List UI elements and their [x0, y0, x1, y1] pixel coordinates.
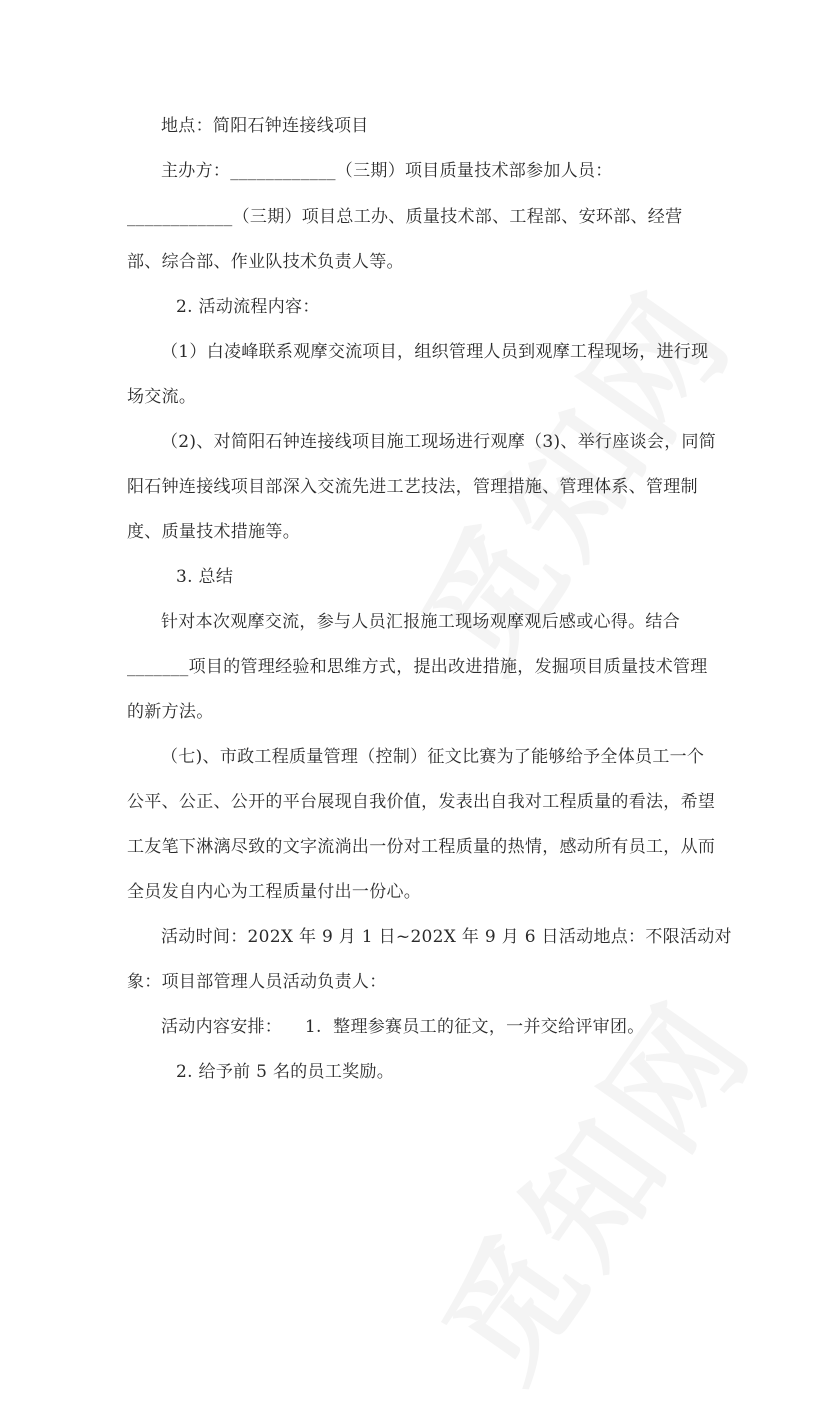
essay-contest-line-3: 工友笔下淋漓尽致的文字流淌出一份对工程质量的热情，感动所有员工，从而	[127, 837, 716, 857]
activity-time-line-1: 活动时间：202X 年 9 月 1 日~202X 年 9 月 6 日活动地点：不限活动对	[161, 927, 732, 947]
essay-contest-line-2: 公平、公正、公开的平台展现自我价值，发表出自我对工程质量的看法，希望	[127, 792, 716, 812]
summary-line-3: 的新方法。	[127, 702, 214, 722]
participants-line-1: ____________（三期）项目总工办、质量技术部、工程部、安环部、经营	[127, 207, 683, 227]
organizer-line: 主办方：____________（三期）项目质量技术部参加人员：	[161, 161, 613, 181]
process-item-1-line-2: 场交流。	[127, 387, 197, 407]
essay-contest-line-4: 全员发自内心为工程质量付出一份心。	[127, 882, 422, 902]
location-line: 地点：简阳石钟连接线项目	[161, 116, 369, 136]
process-item-2-line-2: 阳石钟连接线项目部深入交流先进工艺技法，管理措施、管理体系、管理制	[127, 477, 698, 497]
summary-line-2: _______项目的管理经验和思维方式，提出改进措施，发掘项目质量技术管理	[127, 657, 708, 677]
activity-arrangement-line-1: 活动内容安排： 1. 整理参赛员工的征文，一并交给评审团。	[161, 1017, 645, 1037]
process-item-1-line-1: （1）白凌峰联系观摩交流项目，组织管理人员到观摩工程现场，进行现	[161, 342, 709, 362]
section-heading-process: 2. 活动流程内容：	[176, 297, 320, 317]
essay-contest-line-1: （七)、市政工程质量管理（控制）征文比赛为了能够给予全体员工一个	[161, 747, 705, 767]
activity-time-line-2: 象：项目部管理人员活动负责人：	[127, 972, 387, 992]
participants-line-2: 部、综合部、作业队技术负责人等。	[127, 252, 404, 272]
activity-arrangement-line-2: 2. 给予前 5 名的员工奖励。	[176, 1062, 395, 1082]
summary-line-1: 针对本次观摩交流，参与人员汇报施工现场观摩观后感或心得。结合	[161, 612, 680, 632]
section-heading-summary: 3. 总结	[176, 567, 234, 587]
process-item-2-line-1: （2)、对简阳石钟连接线项目施工现场进行观摩（3)、举行座谈会，同简	[161, 432, 717, 452]
process-item-2-line-3: 度、质量技术措施等。	[127, 522, 300, 542]
